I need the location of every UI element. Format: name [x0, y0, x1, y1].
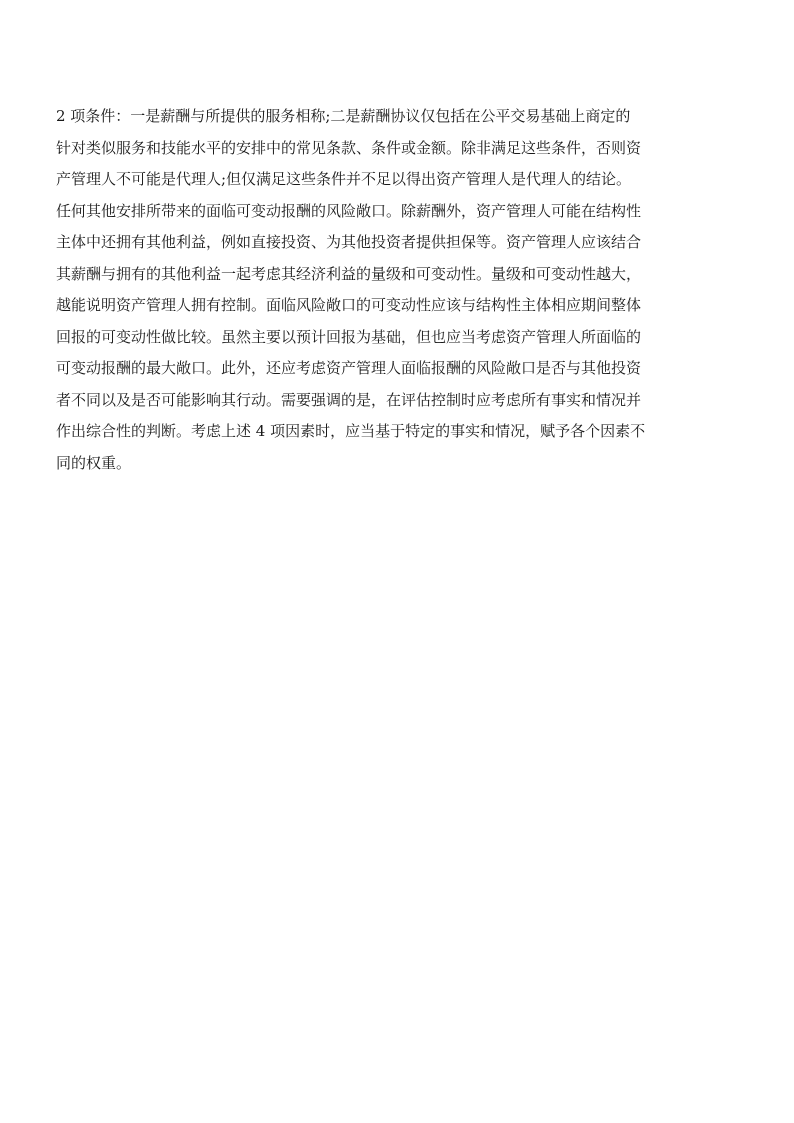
text-line: 作出综合性的判断。考虑上述 4 项因素时，应当基于特定的事实和情况，赋予各个因素不	[56, 422, 646, 440]
body-paragraph	[56, 101, 746, 479]
text-line: 越能说明资产管理人拥有控制。面临风险敞口的可变动性应该与结构性主体相应期间整体	[56, 296, 642, 314]
text-line: 可变动报酬的最大敞口。此外，还应考虑资产管理人面临报酬的风险敞口是否与其他投资	[56, 359, 642, 377]
text-line: 者不同以及是否可能影响其行动。需要强调的是，在评估控制时应考虑所有事实和情况并	[56, 390, 642, 409]
text-line: 2 项条件：一是薪酬与所提供的服务相称;二是薪酬协议仅包括在公平交易基础上商定的	[56, 107, 631, 125]
text-line: 主体中还拥有其他利益，例如直接投资、为其他投资者提供担保等。资产管理人应该结合	[56, 233, 642, 251]
text-line: 回报的可变动性做比较。虽然主要以预计回报为基础，但也应当考虑资产管理人所面临的	[56, 327, 642, 346]
text-line: 同的权重。	[56, 453, 132, 472]
text-line: 其薪酬与拥有的其他利益一起考虑其经济利益的量级和可变动性。量级和可变动性越大，	[56, 264, 642, 283]
text-line: 任何其他安排所带来的面临可变动报酬的风险敞口。除薪酬外，资产管理人可能在结构性	[56, 201, 642, 220]
text-line: 产管理人不可能是代理人;但仅满足这些条件并不足以得出资产管理人是代理人的结论。	[56, 170, 632, 188]
text-line: 针对类似服务和技能水平的安排中的常见条款、条件或金额。除非满足这些条件，否则资	[56, 138, 642, 157]
